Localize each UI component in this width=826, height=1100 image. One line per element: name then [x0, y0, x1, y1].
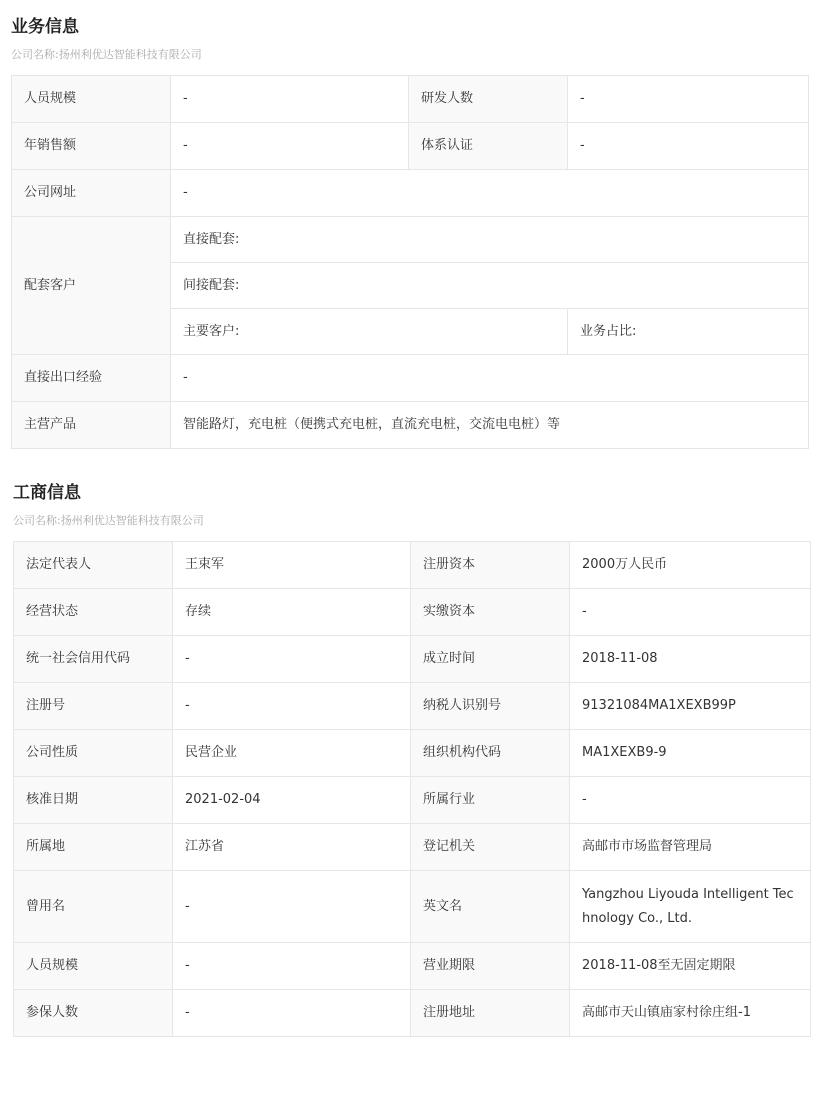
table-row — [14, 542, 811, 589]
paid-in-capital-label: 实缴资本 — [411, 589, 570, 636]
registered-capital-label: 注册资本 — [411, 542, 570, 589]
company-type-label: 公司性质 — [14, 730, 173, 777]
operating-status-value: 存续 — [173, 589, 411, 636]
customers-label: 配套客户 — [12, 217, 171, 355]
table-row — [12, 123, 809, 170]
certification-value: - — [568, 123, 809, 170]
certification-label: 体系认证 — [409, 123, 568, 170]
business-term-label: 营业期限 — [411, 943, 570, 990]
table-row — [12, 76, 809, 123]
rd-staff-label: 研发人数 — [409, 76, 568, 123]
insured-count-value: - — [173, 990, 411, 1037]
approval-date-value: 2021-02-04 — [173, 777, 411, 824]
registration-number-label: 注册号 — [14, 683, 173, 730]
paid-in-capital-value: - — [570, 589, 811, 636]
legal-representative-label: 法定代表人 — [14, 542, 173, 589]
former-name-label: 曾用名 — [14, 871, 173, 943]
table-row — [14, 636, 811, 683]
table-row — [14, 777, 811, 824]
established-date-value: 2018-11-08 — [570, 636, 811, 683]
annual-sales-value: - — [171, 123, 409, 170]
website-label: 公司网址 — [12, 170, 171, 217]
direct-supply-label: 直接配套: — [171, 217, 809, 263]
table-row — [14, 824, 811, 871]
main-products-value: 智能路灯，充电桩（便携式充电桩，直流充电桩，交流电电桩）等 — [171, 402, 809, 449]
organization-code-label: 组织机构代码 — [411, 730, 570, 777]
former-name-value: - — [173, 871, 411, 943]
export-experience-label: 直接出口经验 — [12, 355, 171, 402]
industry-value: - — [570, 777, 811, 824]
organization-code-value: MA1XEXB9-9 — [570, 730, 811, 777]
taxpayer-id-value: 91321084MA1XEXB99P — [570, 683, 811, 730]
table-row — [14, 990, 811, 1037]
registration-number-value: - — [173, 683, 411, 730]
established-date-label: 成立时间 — [411, 636, 570, 683]
business-info-table — [11, 75, 809, 449]
table-row — [12, 402, 809, 449]
staff-size-value: - — [171, 76, 409, 123]
table-row — [14, 683, 811, 730]
registration-info-section — [13, 482, 810, 1037]
registration-info-table — [13, 541, 811, 1037]
staff-size-label: 人员规模 — [12, 76, 171, 123]
business-info-section — [11, 16, 808, 449]
table-row — [12, 355, 809, 402]
company-type-value: 民营企业 — [173, 730, 411, 777]
taxpayer-id-label: 纳税人识别号 — [411, 683, 570, 730]
credit-code-value: - — [173, 636, 411, 683]
insured-count-label: 参保人数 — [14, 990, 173, 1037]
registration-authority-label: 登记机关 — [411, 824, 570, 871]
annual-sales-label: 年销售额 — [12, 123, 171, 170]
registered-address-value: 高邮市天山镇庙家村徐庄组-1 — [570, 990, 811, 1037]
rd-staff-value: - — [568, 76, 809, 123]
staff-size-label: 人员规模 — [14, 943, 173, 990]
registration-info-company-name: 公司名称:扬州利优达智能科技有限公司 — [13, 514, 204, 527]
registered-capital-value: 2000万人民币 — [570, 542, 811, 589]
main-customers-label: 主要客户: — [171, 309, 568, 355]
english-name-value: Yangzhou Liyouda Intelligent Technology Co., Ltd. — [570, 871, 811, 943]
approval-date-label: 核准日期 — [14, 777, 173, 824]
location-label: 所属地 — [14, 824, 173, 871]
operating-status-label: 经营状态 — [14, 589, 173, 636]
website-value: - — [171, 170, 809, 217]
credit-code-label: 统一社会信用代码 — [14, 636, 173, 683]
business-term-value: 2018-11-08至无固定期限 — [570, 943, 811, 990]
registration-info-title: 工商信息 — [13, 483, 81, 503]
registration-authority-value: 高邮市市场监督管理局 — [570, 824, 811, 871]
table-row — [12, 217, 809, 263]
table-row — [14, 943, 811, 990]
industry-label: 所属行业 — [411, 777, 570, 824]
table-row — [14, 730, 811, 777]
indirect-supply-label: 间接配套: — [171, 263, 809, 309]
table-row — [14, 589, 811, 636]
business-info-company-name: 公司名称:扬州利优达智能科技有限公司 — [11, 48, 202, 61]
main-products-label: 主营产品 — [12, 402, 171, 449]
table-row — [14, 871, 811, 943]
table-row — [12, 170, 809, 217]
legal-representative-value: 王束军 — [173, 542, 411, 589]
registered-address-label: 注册地址 — [411, 990, 570, 1037]
location-value: 江苏省 — [173, 824, 411, 871]
staff-size-value: - — [173, 943, 411, 990]
business-share-label: 业务占比: — [568, 309, 809, 355]
english-name-label: 英文名 — [411, 871, 570, 943]
business-info-title: 业务信息 — [11, 17, 79, 37]
export-experience-value: - — [171, 355, 809, 402]
